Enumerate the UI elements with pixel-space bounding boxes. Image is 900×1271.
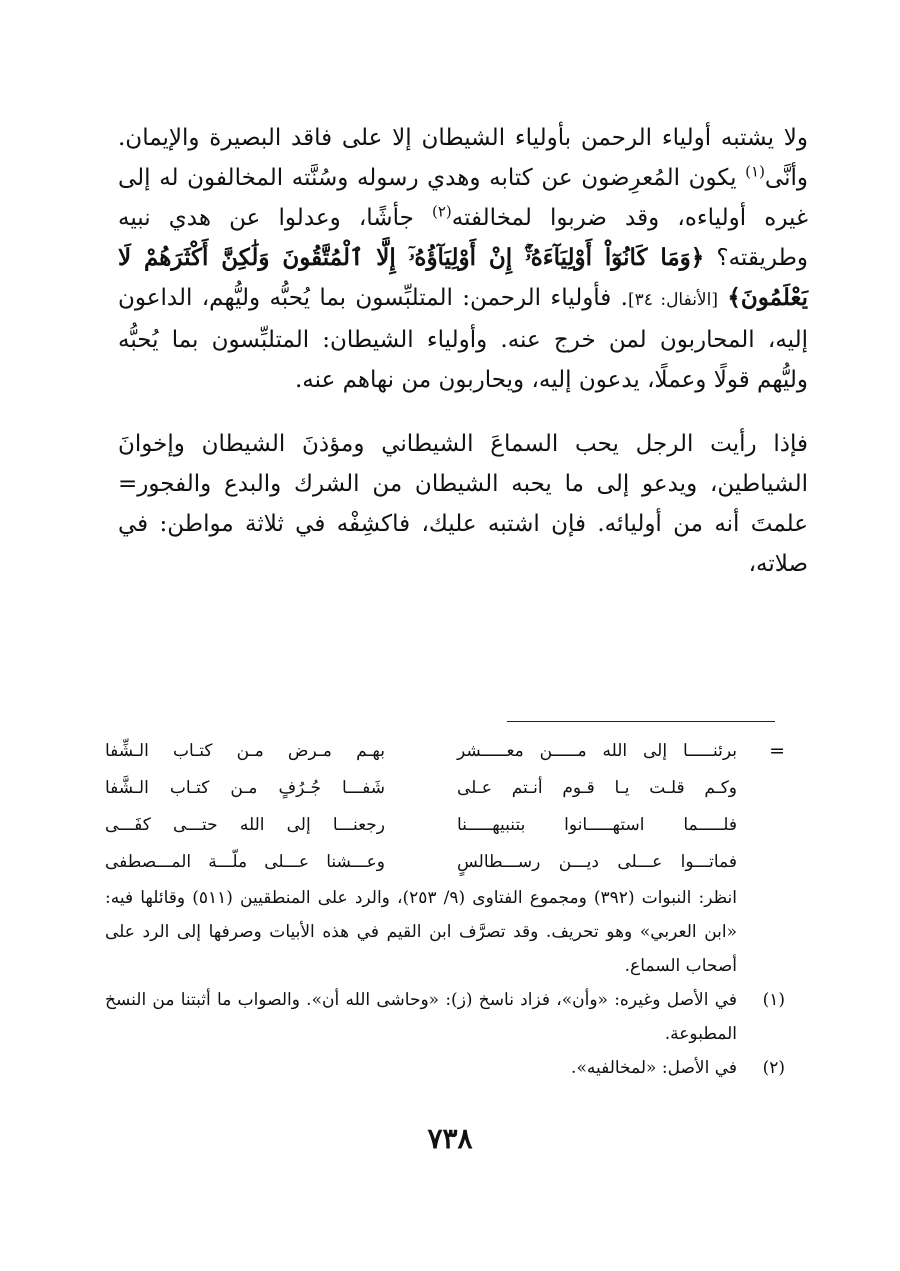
- poem-verse: [105, 807, 737, 844]
- paragraph-1-text-4: . فأولياء الرحمن: المتلبِّسون بما يُحبُّه وليُّهم، الداعون إليه، المحاربون لمن خرج عنه. وأولياء الشيطان: المتلبِّسون بما يُحبُّه وليُّهم قولًا وعملًا، يدعون إليه، ويحاربون من نهاهم عنه.: [118, 285, 808, 393]
- verse-citation: [الأنفال: ٣٤]: [627, 290, 718, 310]
- poem-verse: [105, 844, 737, 881]
- footnote-text: في الأصل: «لمخالفيه».: [571, 1058, 737, 1078]
- continuation-mark: =: [769, 740, 785, 762]
- verse-first-half: برئنـــــا إلى الله مـــــن معـــــشر: [457, 741, 737, 761]
- main-text: [118, 118, 808, 584]
- poem-verse: [105, 733, 737, 770]
- verse-first-half: فماتـــوا عـــلى ديـــن رســـطالسٍ: [457, 852, 737, 872]
- paragraph-1-text-3: جأشًا، وعدلوا عن هدي نبيه وطريقته؟: [118, 205, 808, 271]
- verse-second-half: وعـــشنا عـــلى ملّـــة المـــصطفى: [105, 852, 385, 872]
- footnote-text: في الأصل وغيره: «وأن»، فزاد ناسخ (ز): «وحاشى الله أن». والصواب ما أثبتنا من النسخ المطبوعة.: [105, 990, 737, 1044]
- page-number: ٧٣٨: [427, 1122, 473, 1155]
- footnote-2: [105, 1051, 785, 1085]
- paragraph-1: [118, 118, 808, 400]
- quran-verse: ﴿وَمَا كَانُوٓاْ أَوْلِيَآءَهُۥٓۚ إِنْ أَوْلِيَآؤُهُۥٓ إِلَّا ٱلْمُتَّقُونَ وَلَٰكِنَّ أَكْثَرَهُمْ لَا يَعْلَمُونَ﴾: [118, 244, 809, 311]
- footnote-ref-2[interactable]: (٢): [431, 202, 452, 221]
- verse-first-half: وكـم قلـت يـا قـوم أنـتم عـلى: [457, 778, 737, 798]
- footnote-ref-1[interactable]: (١): [745, 162, 765, 181]
- verse-second-half: بهـم مـرض مـن كتـاب الـشِّفا: [105, 741, 385, 761]
- footnote-number: (١): [762, 990, 785, 1010]
- poem: [105, 733, 737, 881]
- footnote-number: (٢): [762, 1058, 785, 1078]
- footnote-separator: [507, 721, 775, 722]
- verse-second-half: رجعنـــا إلى الله حتـــى كفَـــى: [105, 815, 385, 835]
- poem-verse: [105, 770, 737, 807]
- footnote-1: [105, 983, 785, 1051]
- paragraph-1-text: ولا يشتبه أولياء الرحمن بأولياء الشيطان إلا على فاقد البصيرة والإيمان. وأنَّى: [118, 125, 808, 191]
- paragraph-2: فإذا رأيت الرجل يحب السماعَ الشيطاني ومؤذنَ الشيطان وإخوانَ الشياطين، ويدعو إلى ما يحبه الشيطان من الشرك والبدع والفجور= علمتَ أنه من أوليائه. فإن اشتبه عليك، فاكشِفْه في ثلاثة مواطن: في صلاته،: [118, 431, 808, 577]
- verse-first-half: فلـــــما استهـــــانوا بتنبيهـــــنا: [457, 815, 737, 835]
- footnotes-section: [105, 733, 785, 1085]
- poem-source-note: انظر: النبوات (٣٩٢) ومجموع الفتاوى (٩/ ٢٥٣)، والرد على المنطقيين (٥١١) وقائلها فيه: «ابن العربي» وهو تحريف. وقد تصرَّف ابن القيم في هذه الأبيات وصرفها إلى الرد على أصحاب السماع.: [105, 888, 737, 976]
- paragraph-1-text-2: يكون المُعرِضون عن كتابه وهدي رسوله وسُنَّته المخالفون له إلى غيره أولياءه، وقد ضربوا لمخالفته: [118, 165, 809, 231]
- verse-second-half: شَفـــا جُـرُفٍ مـن كتـاب الـشَّفا: [105, 778, 385, 798]
